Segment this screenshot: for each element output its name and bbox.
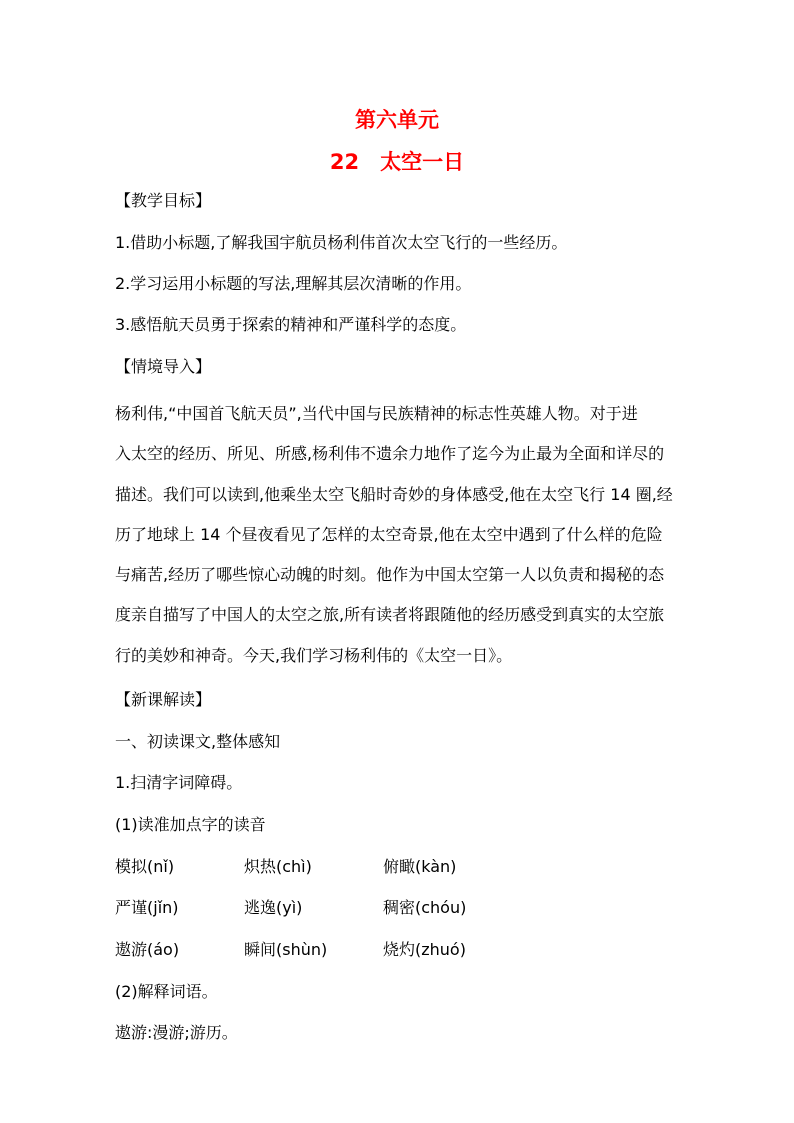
vocab-item: 严谨(jǐn) xyxy=(115,898,179,917)
unit-title: 第六单元 xyxy=(355,108,439,132)
new-lesson-heading: 【新课解读】 xyxy=(115,690,212,709)
vocab-item: 遨游(áo) xyxy=(115,940,180,959)
intro-line-7: 行的美妙和神奇。今天,我们学习杨利伟的《太空一日》。 xyxy=(115,645,513,665)
intro-line-1: 杨利伟,“中国首飞航天员”,当代中国与民族精神的标志性英雄人物。对于进 xyxy=(115,404,638,423)
lesson-title: 22 太空一日 xyxy=(329,150,465,174)
objective-item-2: 2.学习运用小标题的写法,理解其层次清晰的作用。 xyxy=(115,274,472,293)
intro-line-5: 与痛苦,经历了哪些惊心动魄的时刻。他作为中国太空第一人以负责和揭秘的态 xyxy=(115,565,665,585)
intro-line-4: 历了地球上 14 个昼夜看见了怎样的太空奇景,他在太空中遇到了什么样的危险 xyxy=(115,524,663,544)
vocab-item: 烧灼(zhuó) xyxy=(383,940,466,959)
intro-paragraph xyxy=(115,394,719,676)
sub-step-1: (1)读准加点字的读音 xyxy=(115,815,266,834)
intro-line-2: 入太空的经历、所见、所感,杨利伟不遗余力地作了迄今为止最为全面和详尽的 xyxy=(115,444,665,464)
step-1: 1.扫清字词障碍。 xyxy=(115,773,243,792)
intro-heading: 【情境导入】 xyxy=(115,357,212,376)
vocab-item: 稠密(chóu) xyxy=(383,898,467,917)
section-1-title: 一、初读课文,整体感知 xyxy=(115,732,281,751)
intro-line-6: 度亲自描写了中国人的太空之旅,所有读者将跟随他的经历感受到真实的太空旅 xyxy=(115,605,665,625)
vocab-item: 逃逸(yì) xyxy=(244,898,303,917)
intro-line-3: 描述。我们可以读到,他乘坐太空飞船时奇妙的身体感受,他在太空飞行 14 圈,经 xyxy=(115,484,673,504)
vocab-item: 模拟(nǐ) xyxy=(115,857,175,876)
objectives-heading: 【教学目标】 xyxy=(115,191,212,210)
vocab-item: 炽热(chì) xyxy=(244,857,312,876)
objective-item-1: 1.借助小标题,了解我国宇航员杨利伟首次太空飞行的一些经历。 xyxy=(115,233,568,252)
vocab-item: 俯瞰(kàn) xyxy=(383,857,457,876)
definition-line: 遨游:漫游;游历。 xyxy=(115,1023,238,1042)
vocab-item: 瞬间(shùn) xyxy=(244,940,328,959)
objective-item-3: 3.感悟航天员勇于探索的精神和严谨科学的态度。 xyxy=(115,315,467,334)
sub-step-2: (2)解释词语。 xyxy=(115,982,218,1001)
